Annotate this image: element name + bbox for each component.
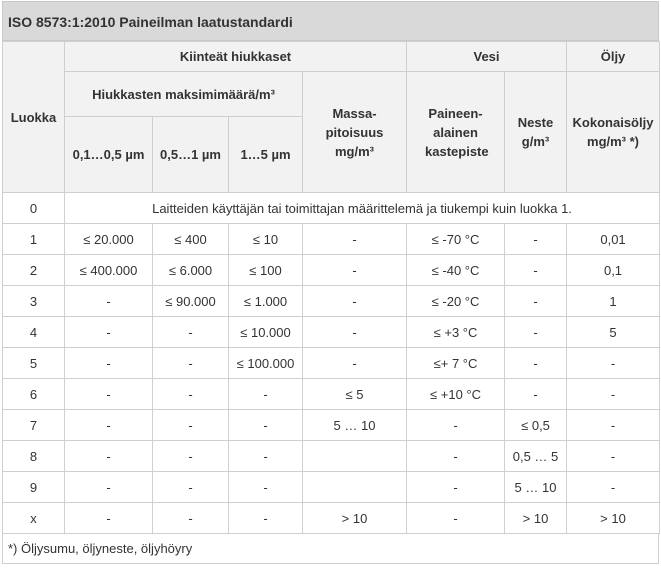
- cell-paine: -: [407, 472, 505, 503]
- table-row: [3, 348, 660, 379]
- cell-range-3: ≤ 1.000: [229, 286, 303, 317]
- cell-massa: ≤ 5: [303, 379, 407, 410]
- header-kokonais: Kokonaisöljy mg/m³ *): [567, 72, 660, 193]
- cell-paine: ≤ -70 °C: [407, 224, 505, 255]
- cell-paine: -: [407, 410, 505, 441]
- cell-range-3: ≤ 100: [229, 255, 303, 286]
- table-row: [3, 317, 660, 348]
- cell-kokonais: 1: [567, 286, 660, 317]
- cell-massa: > 10: [303, 503, 407, 534]
- cell-massa: -: [303, 224, 407, 255]
- header-neste: Neste g/m³: [505, 72, 567, 193]
- cell-kokonais: -: [567, 441, 660, 472]
- cell-neste: 0,5 … 5: [505, 441, 567, 472]
- cell-luokka: 5: [3, 348, 65, 379]
- cell-range-3: ≤ 100.000: [229, 348, 303, 379]
- cell-range-2: -: [153, 348, 229, 379]
- cell-range-3: ≤ 10.000: [229, 317, 303, 348]
- header-hiukkasten: Hiukkasten maksimimäärä/m³: [65, 72, 303, 117]
- cell-massa: -: [303, 286, 407, 317]
- cell-range-1: ≤ 20.000: [65, 224, 153, 255]
- air-quality-table: [2, 41, 660, 534]
- cell-range-1: -: [65, 348, 153, 379]
- header-range-2: 0,5…1 µm: [153, 117, 229, 193]
- header-range-3: 1…5 µm: [229, 117, 303, 193]
- cell-massa: -: [303, 317, 407, 348]
- table-row: [3, 286, 660, 317]
- cell-neste: -: [505, 224, 567, 255]
- cell-kokonais: 0,1: [567, 255, 660, 286]
- header-paine: Paineen-alainen kastepiste: [407, 72, 505, 193]
- cell-neste: -: [505, 255, 567, 286]
- table-row: [3, 410, 660, 441]
- cell-range-2: ≤ 90.000: [153, 286, 229, 317]
- table-row: [3, 472, 660, 503]
- cell-neste: -: [505, 286, 567, 317]
- cell-massa: [303, 441, 407, 472]
- cell-luokka: 4: [3, 317, 65, 348]
- cell-paine: ≤+ 7 °C: [407, 348, 505, 379]
- cell-paine: -: [407, 503, 505, 534]
- cell-range-2: -: [153, 503, 229, 534]
- cell-range-3: -: [229, 472, 303, 503]
- cell-kokonais: -: [567, 472, 660, 503]
- cell-range-2: ≤ 6.000: [153, 255, 229, 286]
- cell-range-2: ≤ 400: [153, 224, 229, 255]
- cell-luokka: 3: [3, 286, 65, 317]
- footnote: *) Öljysumu, öljyneste, öljyhöyry: [2, 534, 659, 564]
- cell-massa: [303, 472, 407, 503]
- header-luokka: Luokka: [3, 42, 65, 193]
- cell-luokka: 1: [3, 224, 65, 255]
- cell-range-2: -: [153, 317, 229, 348]
- header-oljy: Öljy: [567, 42, 660, 72]
- cell-range-3: -: [229, 441, 303, 472]
- cell-row0-text: Laitteiden käyttäjän tai toimittajan määrittelemä ja tiukempi kuin luokka 1.: [65, 193, 660, 224]
- cell-range-3: -: [229, 410, 303, 441]
- cell-luokka: 6: [3, 379, 65, 410]
- cell-luokka: 9: [3, 472, 65, 503]
- cell-neste: 5 … 10: [505, 472, 567, 503]
- cell-massa: -: [303, 348, 407, 379]
- cell-range-1: -: [65, 286, 153, 317]
- cell-range-2: -: [153, 441, 229, 472]
- cell-neste: > 10: [505, 503, 567, 534]
- cell-range-3: -: [229, 503, 303, 534]
- cell-paine: ≤ -40 °C: [407, 255, 505, 286]
- cell-range-1: -: [65, 472, 153, 503]
- table-row: [3, 503, 660, 534]
- cell-neste: -: [505, 379, 567, 410]
- cell-luokka: 7: [3, 410, 65, 441]
- cell-massa: -: [303, 255, 407, 286]
- cell-kokonais: 0,01: [567, 224, 660, 255]
- cell-range-2: -: [153, 472, 229, 503]
- cell-range-3: ≤ 10: [229, 224, 303, 255]
- cell-neste: -: [505, 317, 567, 348]
- cell-luokka: 2: [3, 255, 65, 286]
- header-range-1: 0,1…0,5 µm: [65, 117, 153, 193]
- cell-paine: ≤ +10 °C: [407, 379, 505, 410]
- cell-luokka: 8: [3, 441, 65, 472]
- table-title: ISO 8573:1:2010 Paineilman laatustandardi: [2, 1, 659, 41]
- cell-range-3: -: [229, 379, 303, 410]
- cell-neste: ≤ 0,5: [505, 410, 567, 441]
- cell-kokonais: -: [567, 379, 660, 410]
- header-kiinteat: Kiinteät hiukkaset: [65, 42, 407, 72]
- cell-range-2: -: [153, 379, 229, 410]
- cell-kokonais: -: [567, 348, 660, 379]
- cell-luokka: 0: [3, 193, 65, 224]
- table-row: [3, 441, 660, 472]
- cell-paine: ≤ -20 °C: [407, 286, 505, 317]
- cell-paine: -: [407, 441, 505, 472]
- cell-kokonais: > 10: [567, 503, 660, 534]
- table-row: [3, 224, 660, 255]
- cell-kokonais: -: [567, 410, 660, 441]
- cell-massa: 5 … 10: [303, 410, 407, 441]
- cell-luokka: x: [3, 503, 65, 534]
- header-vesi: Vesi: [407, 42, 567, 72]
- cell-neste: -: [505, 348, 567, 379]
- cell-paine: ≤ +3 °C: [407, 317, 505, 348]
- cell-range-1: -: [65, 410, 153, 441]
- table-row: [3, 255, 660, 286]
- cell-range-1: ≤ 400.000: [65, 255, 153, 286]
- cell-range-1: -: [65, 441, 153, 472]
- cell-range-1: -: [65, 379, 153, 410]
- cell-range-1: -: [65, 317, 153, 348]
- cell-range-2: -: [153, 410, 229, 441]
- cell-range-1: -: [65, 503, 153, 534]
- cell-kokonais: 5: [567, 317, 660, 348]
- table-row: [3, 379, 660, 410]
- table-row: [3, 193, 660, 224]
- header-massa: Massa-pitoisuus mg/m³: [303, 72, 407, 193]
- standard-table-container: [2, 1, 659, 567]
